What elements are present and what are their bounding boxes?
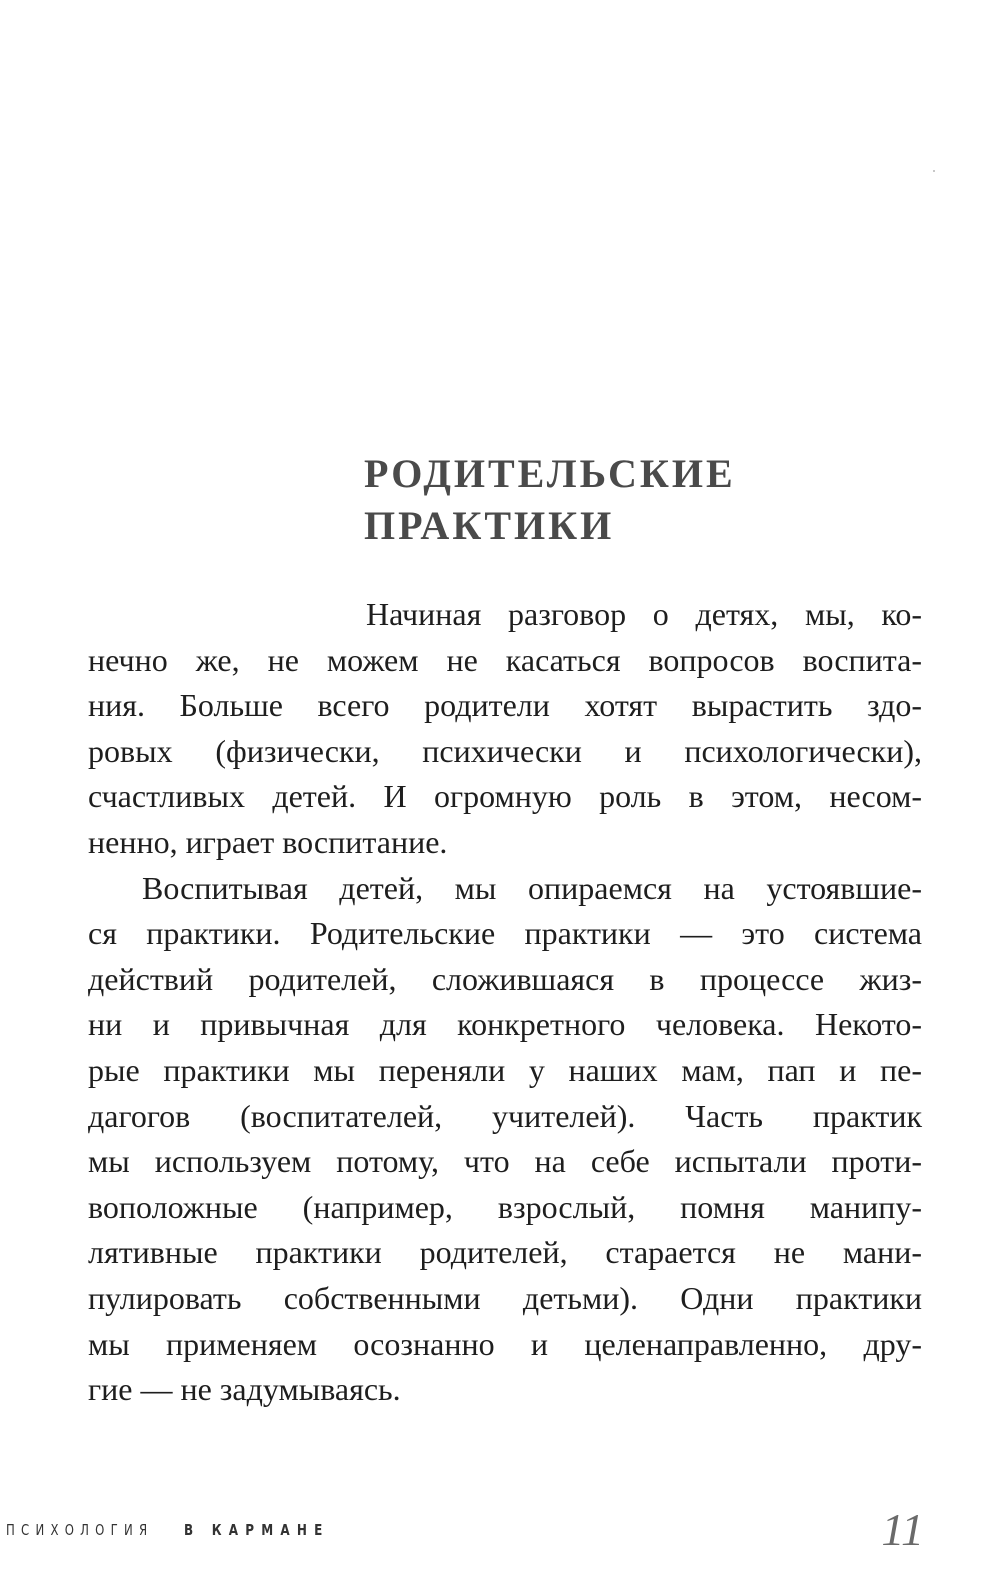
chapter-title-line-1: РОДИТЕЛЬСКИЕ: [364, 451, 736, 496]
text-line: ся практики. Родительские практики — это система: [88, 915, 922, 952]
text-line: ровых (физически, психически и психологически),: [88, 732, 922, 769]
text-line: ни и привычная для конкретного человека. Некото-: [88, 1006, 922, 1043]
body-text: [88, 592, 922, 1413]
text-line: мы применяем осознанно и целенаправленно, дру-: [88, 1325, 922, 1362]
text-line: дагогов (воспитателей, учителей). Часть практик: [88, 1097, 922, 1134]
series-name-bold: В КАРМАНЕ: [184, 1521, 330, 1539]
text-line: нечно же, не можем не касаться вопросов воспита-: [88, 641, 922, 678]
text-line: действий родителей, сложившаяся в процессе жиз-: [88, 960, 922, 997]
text-line: гие — не задумываясь.: [88, 1371, 401, 1408]
text-line: воположные (например, взрослый, помня манипу-: [88, 1188, 922, 1225]
text-line: лятивные практики родителей, старается не мани-: [88, 1234, 922, 1271]
chapter-title-line-2: ПРАКТИКИ: [364, 503, 615, 548]
text-line: рые практики мы переняли у наших мам, пап и пе-: [88, 1051, 922, 1088]
text-line: счастливых детей. И огромную роль в этом, несом-: [88, 778, 922, 815]
text-line: Воспитывая детей, мы опираемся на устоявшие-: [142, 869, 922, 906]
text-line: мы используем потому, что на себе испытали проти-: [88, 1143, 922, 1180]
text-line: ненно, играет воспитание.: [88, 823, 448, 860]
series-name: [6, 1520, 366, 1540]
chapter-title: [364, 448, 924, 552]
page-footer: [6, 1504, 936, 1555]
text-line: Начиная разговор о детях, мы, ко-: [366, 596, 922, 632]
text-line: пулировать собственными детьми). Одни практики: [88, 1279, 922, 1316]
page-number: 11: [881, 1504, 924, 1555]
scan-speck: [933, 170, 935, 172]
text-line: ния. Больше всего родители хотят вырастить здо-: [88, 687, 922, 724]
series-name-light: ПСИХОЛОГИЯ: [6, 1521, 154, 1539]
